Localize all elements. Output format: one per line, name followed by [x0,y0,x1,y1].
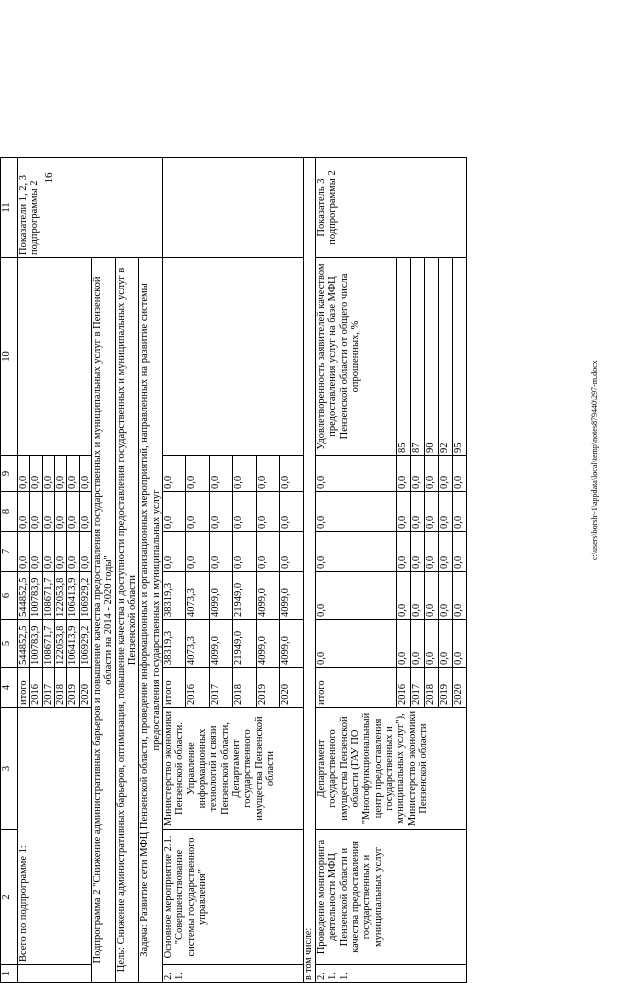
task-text: Задача: Развитие сети МФЦ Пензенской области, проведение информационных и организационных мероприятий, направленных на развитие системы предоставления государственных и муниципальных услуг [139,258,163,983]
value-col7: 0,0 [42,532,54,572]
value-col7: 0,0 [30,532,42,572]
column-header-6: 6 [1,572,18,620]
value-col8: 0,0 [18,492,30,532]
value-col8: 0,0 [162,492,186,532]
value-col5: 100783,9 [30,620,42,668]
year-cell: 2019 [256,668,280,708]
value-col6: 0,0 [410,572,424,620]
value-col7: 0,0 [233,532,257,572]
value-col8: 0,0 [315,492,396,532]
value-col5: 544852,5 [18,620,30,668]
value-col7: 0,0 [54,532,66,572]
year-cell: 2018 [54,668,66,708]
row211-indicator-value: 95 [452,258,466,456]
value-col7: 0,0 [162,532,186,572]
column-header-5: 5 [1,620,18,668]
value-col9: 0,0 [162,456,186,492]
value-col7: 0,0 [410,532,424,572]
value-col6: 122053,8 [54,572,66,620]
value-col5: 0,0 [452,620,466,668]
value-col7: 0,0 [67,532,79,572]
value-col5: 4099,0 [256,620,280,668]
year-cell: 2019 [438,668,452,708]
value-col8: 0,0 [396,492,410,532]
value-col5: 0,0 [410,620,424,668]
value-col7: 0,0 [452,532,466,572]
value-col9: 0,0 [30,456,42,492]
task-text-row [139,158,163,983]
value-col8: 0,0 [438,492,452,532]
value-col6: 21949,0 [233,572,257,620]
value-col5: 0,0 [424,620,438,668]
value-col6: 106413,9 [67,572,79,620]
program-table [0,157,467,983]
value-col5: 106413,9 [67,620,79,668]
value-col9: 0,0 [396,456,410,492]
value-col5: 0,0 [396,620,410,668]
value-col5: 106929,2 [79,620,91,668]
value-col7: 0,0 [79,532,91,572]
row211-indicator-value: 85 [396,258,410,456]
rotated-table-sheet [0,158,513,983]
year-cell: 2020 [79,668,91,708]
value-col6: 4099,0 [280,572,304,620]
subprogram-title: Подпрограмма 2 "Снижение административных барьеров и повышение качества предоставления государственных и муниципальных услуг в Пензенской области на 2014 - 2020 годы" [91,258,115,983]
row211-year-row [315,158,396,983]
value-col5: 122053,8 [54,620,66,668]
row211-name: Проведение мониторинга деятельности МФЦ Пензенской области и качества предоставления государственных и муниципальных услуг [315,830,466,965]
year-cell: 2018 [233,668,257,708]
value-col8: 0,0 [79,492,91,532]
year-cell: 2016 [30,668,42,708]
value-col6: 0,0 [438,572,452,620]
value-col9: 0,0 [424,456,438,492]
value-col9: 0,0 [452,456,466,492]
value-col6: 38319,3 [162,572,186,620]
row21-year-row [162,158,186,983]
value-col5: 4099,0 [209,620,233,668]
value-col7: 0,0 [438,532,452,572]
value-col7: 0,0 [315,532,396,572]
value-col8: 0,0 [30,492,42,532]
column-header-2: 2 [1,830,18,965]
year-cell: 2018 [424,668,438,708]
year-cell: 2016 [186,668,210,708]
subprogram-title-row [91,158,115,983]
value-col8: 0,0 [67,492,79,532]
column-header-1: 1 [1,965,18,983]
row21-executor: Министерство экономики Пензенской области. Управление информационных технологий и связи Пензенской области, Департамент государственного имущества Пензенской области [162,708,303,830]
value-col6: 544852,5 [18,572,30,620]
value-col9: 0,0 [438,456,452,492]
value-col6: 108671,7 [42,572,54,620]
year-cell: 2020 [280,668,304,708]
value-col6: 0,0 [396,572,410,620]
in-that-number: в том числе: [303,158,315,983]
goal-text-row [115,158,139,983]
row211-number: 2.1.1. [315,965,466,983]
value-col5: 4099,0 [280,620,304,668]
value-col9: 0,0 [79,456,91,492]
value-col8: 0,0 [452,492,466,532]
value-col9: 0,0 [18,456,30,492]
value-col9: 0,0 [233,456,257,492]
value-col7: 0,0 [256,532,280,572]
row211-indicator-value: 92 [438,258,452,456]
header-row [1,158,18,983]
value-col6: 4099,0 [256,572,280,620]
value-col5: 38319,3 [162,620,186,668]
year-cell: итого [315,668,396,708]
value-col8: 0,0 [42,492,54,532]
value-col7: 0,0 [280,532,304,572]
value-col8: 0,0 [410,492,424,532]
value-col5: 108671,7 [42,620,54,668]
goal-text: Цель: Снижение административных барьеров, оптимизация, повышение качества и доступности предоставления государственных и муниципальных услуг в Пензенской области [115,258,139,983]
value-col7: 0,0 [396,532,410,572]
value-col5: 0,0 [438,620,452,668]
value-col5: 0,0 [315,620,396,668]
value-col9: 0,0 [410,456,424,492]
row211-indicator: Показатель 3 подпрограммы 2 [315,158,466,258]
year-cell: 2019 [67,668,79,708]
value-col8: 0,0 [256,492,280,532]
column-header-7: 7 [1,532,18,572]
row211-indicator-name: Удовлетворенность заявителей качеством предоставления услуг на базе МФЦ Пензенской области от общего числа опрошенных, % [315,258,396,456]
value-col7: 0,0 [209,532,233,572]
value-col8: 0,0 [209,492,233,532]
value-col6: 0,0 [315,572,396,620]
value-col6: 100783,9 [30,572,42,620]
value-col9: 0,0 [280,456,304,492]
in-that-number-row [303,158,315,983]
value-col9: 0,0 [315,456,396,492]
row21-indicator [162,158,303,258]
value-col7: 0,0 [186,532,210,572]
page-number: 16 [43,172,55,184]
row211-executor: Департамент государственного имущества Пензенской области (ГАУ ПО "Многофункциональный центр предоставления государственных и муниципальных услуг"), Министерство экономики Пензенской области [315,708,466,830]
value-col6: 0,0 [424,572,438,620]
year-cell: итого [162,668,186,708]
year-cell: 2016 [396,668,410,708]
row21-name: Основное мероприятие 2.1. "Совершенствование системы государственного управления" [162,830,303,965]
value-col8: 0,0 [186,492,210,532]
value-col9: 0,0 [186,456,210,492]
value-col6: 106929,2 [79,572,91,620]
column-header-10: 10 [1,258,18,456]
value-col9: 0,0 [209,456,233,492]
total-label: Всего по подпрограмме 1: [18,708,92,965]
column-header-3: 3 [1,708,18,830]
column-header-4: 4 [1,668,18,708]
value-col6: 4073,3 [186,572,210,620]
total-indicator-name [18,258,92,456]
column-header-11: 11 [1,158,18,258]
row211-indicator-value: 90 [424,258,438,456]
year-cell: итого [18,668,30,708]
value-col7: 0,0 [424,532,438,572]
column-header-8: 8 [1,492,18,532]
year-cell: 2017 [410,668,424,708]
value-col8: 0,0 [233,492,257,532]
value-col8: 0,0 [54,492,66,532]
value-col6: 4099,0 [209,572,233,620]
row211-indicator-value: 87 [410,258,424,456]
column-header-9: 9 [1,456,18,492]
total-num-cell [18,965,92,983]
row21-number: 2.1. [162,965,303,983]
value-col7: 0,0 [18,532,30,572]
value-col8: 0,0 [280,492,304,532]
value-col9: 0,0 [67,456,79,492]
value-col9: 0,0 [42,456,54,492]
value-col9: 0,0 [54,456,66,492]
year-cell: 2017 [209,668,233,708]
value-col5: 4073,3 [186,620,210,668]
row21-indicator-name [162,258,303,456]
value-col9: 0,0 [256,456,280,492]
footer-file-path: c:\users\borsh~1\appdata\local\temp\notes879440\297-m.docx [590,360,599,560]
total-year-row [18,158,30,983]
value-col8: 0,0 [424,492,438,532]
year-cell: 2020 [452,668,466,708]
year-cell: 2017 [42,668,54,708]
value-col5: 21949,0 [233,620,257,668]
total-indicator: Показатели 1, 2, 3 подпрограммы 2 [18,158,163,258]
value-col6: 0,0 [452,572,466,620]
